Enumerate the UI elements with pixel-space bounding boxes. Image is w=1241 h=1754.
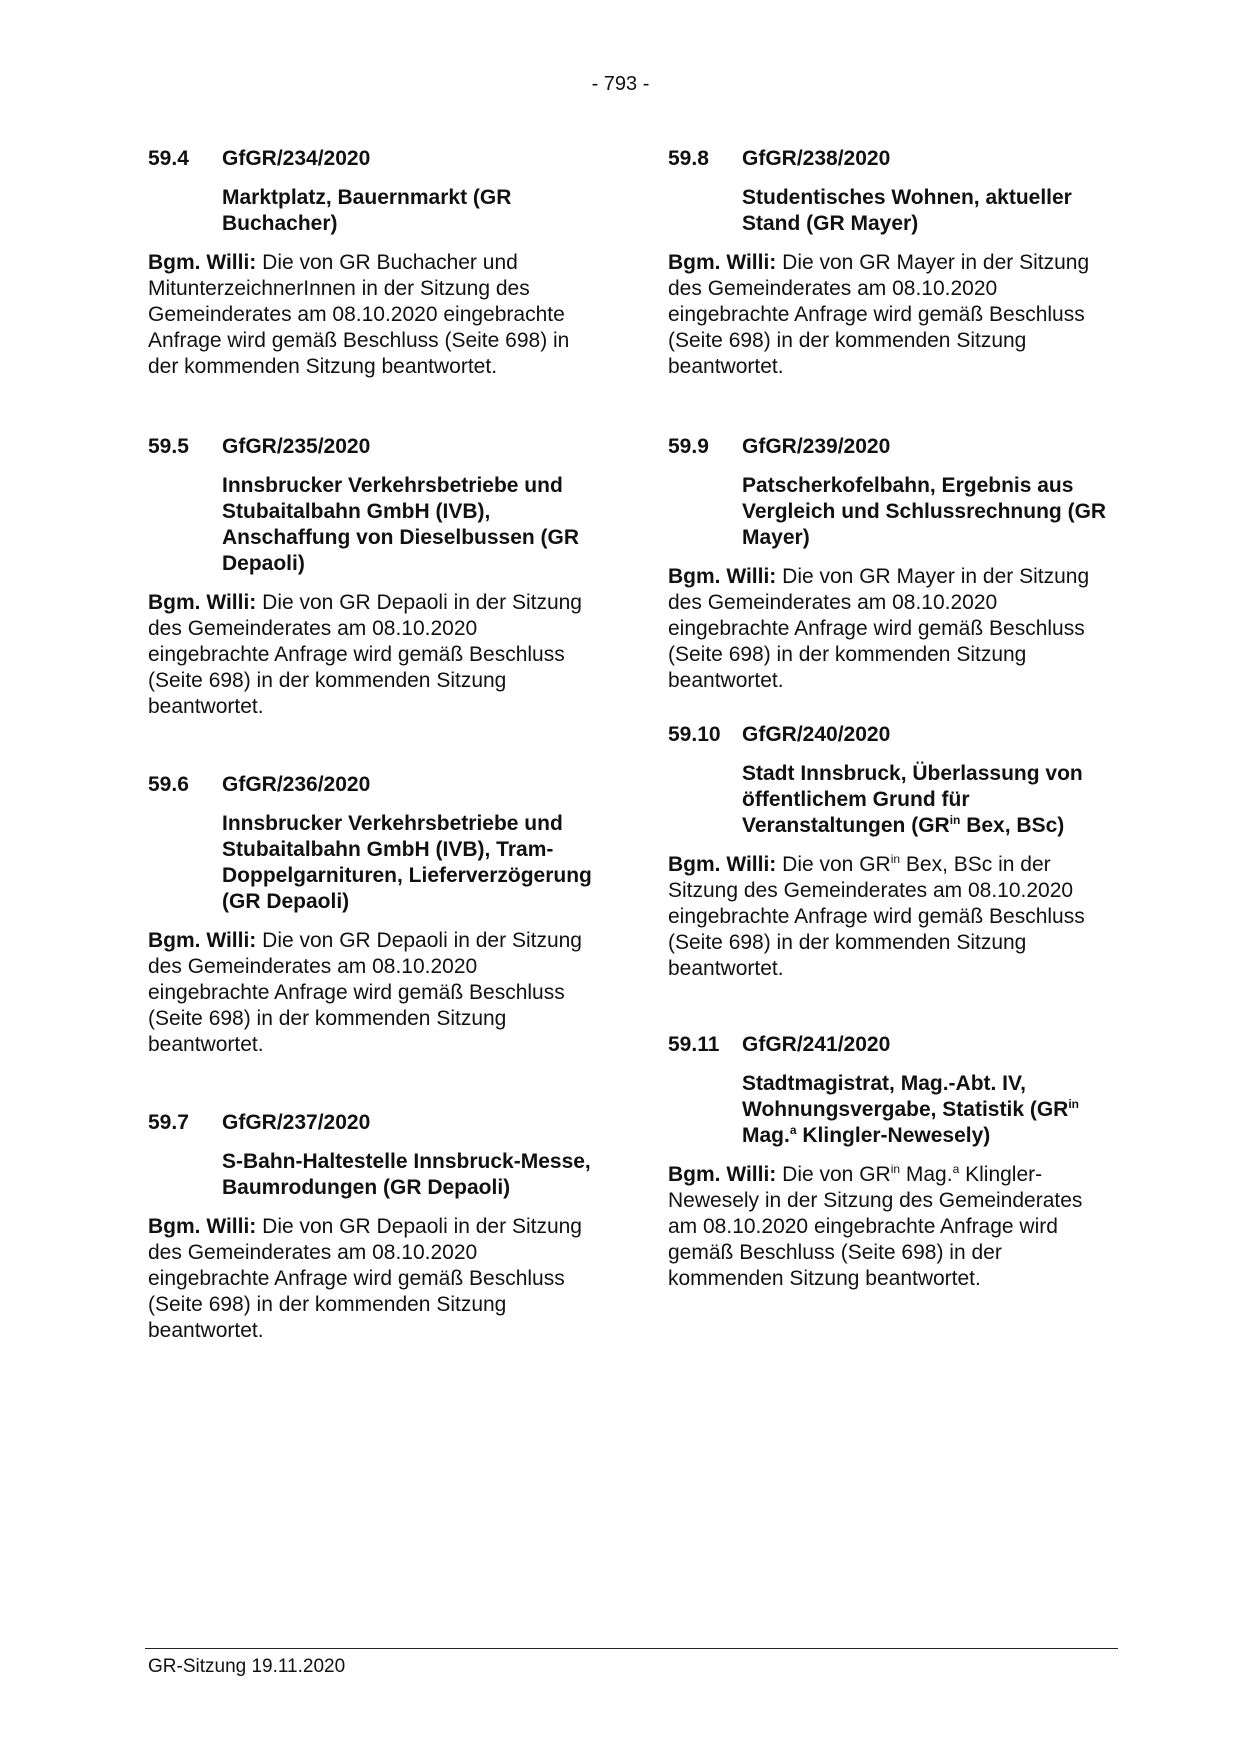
speaker: Bgm. Willi:: [148, 929, 257, 952]
speaker: Bgm. Willi:: [668, 251, 777, 274]
item-text: Die von GR Mayer in der Sitzung des Gemeinderates am 08.10.2020 eingebrachte Anfrage wird gemäß Beschluss (Seite 698) in der kommenden Sitzung beantwortet.: [668, 565, 1090, 692]
subject-text: Stadt Innsbruck, Überlassung von öffentlichem Grund für Veranstaltungen (GR: [742, 762, 1083, 837]
superscript: in: [949, 813, 961, 827]
item-subject: [742, 1071, 1113, 1149]
speaker: Bgm. Willi:: [668, 565, 777, 588]
subject-text: Klingler-Newesely): [796, 1124, 991, 1147]
item-number: 59.9: [668, 435, 709, 458]
item-subject: S-Bahn-Haltestelle Innsbruck-Messe, Baumrodungen (GR Depaoli): [222, 1150, 591, 1199]
left-column: [148, 146, 593, 1398]
item-body: [668, 852, 1113, 982]
item-body: [668, 1162, 1113, 1292]
page-number: - 793 -: [591, 73, 650, 95]
item-subject: Innsbrucker Verkehrsbetriebe und Stubaitalbahn GmbH (IVB), Tram-Doppelgarnituren, Lieferverzögerung (GR Depaoli): [222, 812, 592, 913]
agenda-item-59-7: [148, 1110, 593, 1398]
item-heading: [668, 1032, 1113, 1058]
item-text: Mag.: [900, 1163, 953, 1186]
item-text: Die von GR: [782, 1163, 891, 1186]
footer-text: GR-Sitzung 19.11.2020: [148, 1656, 346, 1677]
subject-text: Bex, BSc): [960, 814, 1065, 837]
item-body: [148, 928, 593, 1058]
item-heading: [668, 434, 1113, 460]
speaker: Bgm. Willi:: [148, 1215, 257, 1238]
right-column: [668, 146, 1113, 1320]
item-code: GfGR/238/2020: [742, 147, 891, 170]
agenda-item-59-9: [668, 434, 1113, 722]
item-heading: [668, 722, 1113, 748]
item-text: Die von GR: [782, 853, 891, 876]
item-body: [148, 250, 593, 380]
item-heading: [148, 772, 593, 798]
agenda-item-59-11: [668, 1032, 1113, 1320]
item-subject: Studentisches Wohnen, aktueller Stand (GR Mayer): [742, 186, 1072, 235]
superscript: in: [890, 852, 901, 866]
item-subject: Marktplatz, Bauernmarkt (GR Buchacher): [222, 186, 512, 235]
item-code: GfGR/240/2020: [742, 723, 891, 746]
superscript: a: [952, 1162, 960, 1176]
item-text: Die von GR Depaoli in der Sitzung des Gemeinderates am 08.10.2020 eingebrachte Anfrage wird gemäß Beschluss (Seite 698) in der kommenden Sitzung beantwortet.: [148, 591, 582, 718]
speaker: Bgm. Willi:: [668, 1163, 777, 1186]
item-body: [668, 564, 1113, 694]
item-number: 59.11: [668, 1033, 720, 1056]
item-number: 59.4: [148, 147, 189, 170]
subject-text: Stadtmagistrat, Mag.-Abt. IV, Wohnungsvergabe, Statistik (GR: [742, 1072, 1069, 1121]
item-subject: Patscherkofelbahn, Ergebnis aus Vergleich und Schlussrechnung (GR Mayer): [742, 474, 1107, 549]
item-body: [148, 590, 593, 720]
item-text: Die von GR Buchacher und MitunterzeichnerInnen in der Sitzung des Gemeinderates am 08.10.2020 eingebrachte Anfrage wird gemäß Beschluss (Seite 698) in der kommenden Sitzung beantwortet.: [148, 251, 570, 378]
item-number: 59.7: [148, 1111, 189, 1134]
subject-text: Mag.: [742, 1124, 790, 1147]
item-number: 59.10: [668, 723, 721, 746]
item-text: Bex, BSc in der Sitzung des Gemeinderates am 08.10.2020 eingebrachte Anfrage wird gemäß Beschluss (Seite 698) in der kommenden Sitzung beantwortet.: [668, 853, 1085, 980]
item-code: GfGR/239/2020: [742, 435, 891, 458]
speaker: Bgm. Willi:: [148, 251, 257, 274]
item-code: GfGR/237/2020: [222, 1111, 371, 1134]
item-text: Klingler-Newesely in der Sitzung des Gemeinderates am 08.10.2020 eingebrachte Anfrage wird gemäß Beschluss (Seite 698) in der kommenden Sitzung beantwortet.: [668, 1163, 1083, 1290]
item-number: 59.6: [148, 773, 189, 796]
item-body: [148, 1214, 593, 1344]
item-code: GfGR/235/2020: [222, 435, 371, 458]
footer-divider: [145, 1648, 1118, 1649]
superscript: in: [890, 1162, 901, 1176]
item-code: GfGR/241/2020: [742, 1033, 891, 1056]
item-heading: [668, 146, 1113, 172]
item-number: 59.5: [148, 435, 189, 458]
item-heading: [148, 434, 593, 460]
item-subject: [742, 761, 1113, 839]
item-body: [668, 250, 1113, 380]
agenda-item-59-5: [148, 434, 593, 772]
agenda-item-59-10: [668, 722, 1113, 1032]
item-subject: Innsbrucker Verkehrsbetriebe und Stubaitalbahn GmbH (IVB), Anschaffung von Dieselbussen (GR Depaoli): [222, 474, 580, 575]
item-text: Die von GR Depaoli in der Sitzung des Gemeinderates am 08.10.2020 eingebrachte Anfrage wird gemäß Beschluss (Seite 698) in der kommenden Sitzung beantwortet.: [148, 1215, 582, 1342]
speaker: Bgm. Willi:: [668, 853, 777, 876]
item-number: 59.8: [668, 147, 709, 170]
item-text: Die von GR Depaoli in der Sitzung des Gemeinderates am 08.10.2020 eingebrachte Anfrage wird gemäß Beschluss (Seite 698) in der kommenden Sitzung beantwortet.: [148, 929, 582, 1056]
speaker: Bgm. Willi:: [148, 591, 257, 614]
superscript: a: [789, 1123, 797, 1137]
item-code: GfGR/234/2020: [222, 147, 371, 170]
agenda-item-59-6: [148, 772, 593, 1110]
item-heading: [148, 1110, 593, 1136]
superscript: in: [1068, 1097, 1079, 1111]
item-code: GfGR/236/2020: [222, 773, 371, 796]
agenda-item-59-4: [148, 146, 593, 434]
agenda-item-59-8: [668, 146, 1113, 434]
item-heading: [148, 146, 593, 172]
item-text: Die von GR Mayer in der Sitzung des Gemeinderates am 08.10.2020 eingebrachte Anfrage wird gemäß Beschluss (Seite 698) in der kommenden Sitzung beantwortet.: [668, 251, 1090, 378]
